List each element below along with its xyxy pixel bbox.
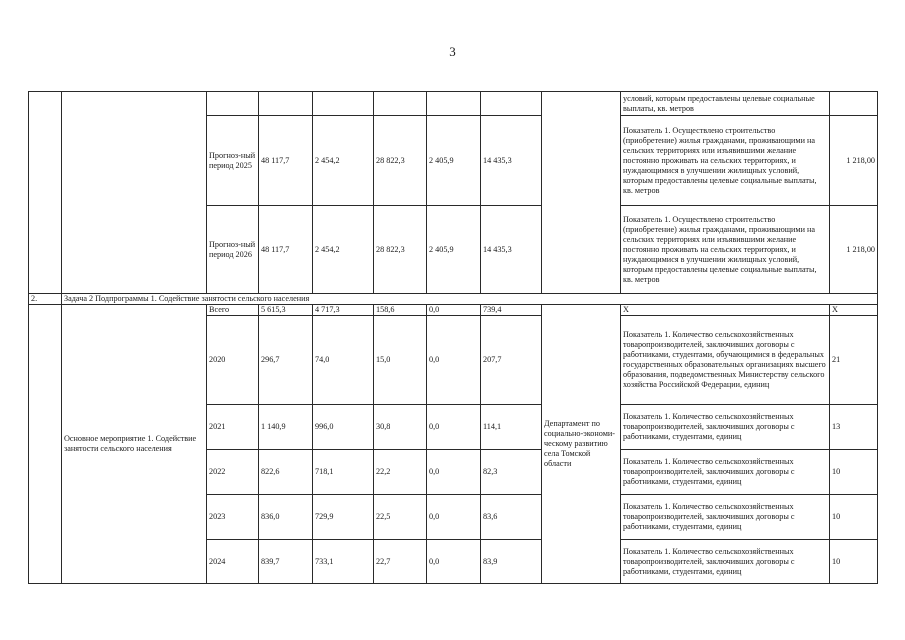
value-cell: 739,4 xyxy=(481,305,542,316)
period-cell: Прогноз-ный период 2025 xyxy=(207,116,259,206)
value-cell: 114,1 xyxy=(481,405,542,450)
indicator-cell: Показатель 1. Количество сельскохозяйственных товаропроизводителей, заключивших договоры с работниками, студентами, обучающимися в федеральных государственных образовательных организациях высшего образования, подведомственных Министерству сельского хозяйства Российской Федерации, единиц xyxy=(621,316,830,405)
value-cell: 15,0 xyxy=(374,316,427,405)
indicator-cell: условий, которым предоставлены целевые социальные выплаты, кв. метров xyxy=(621,92,830,116)
value-cell: 4 717,3 xyxy=(313,305,374,316)
number-cell-empty xyxy=(29,92,62,294)
period-cell: 2020 xyxy=(207,316,259,405)
value-cell xyxy=(374,92,427,116)
period-cell: 2021 xyxy=(207,405,259,450)
target-cell: 21 xyxy=(830,316,878,405)
value-cell: 22,2 xyxy=(374,450,427,495)
value-cell: 14 435,3 xyxy=(481,206,542,294)
value-cell: 48 117,7 xyxy=(259,116,313,206)
value-cell: 28 822,3 xyxy=(374,116,427,206)
target-cell: 10 xyxy=(830,495,878,540)
indicator-cell: Показатель 1. Осуществлено строительство (приобретение) жилья гражданами, проживающими на сельских территориях или изъявившими желание постоянно проживать на сельских территориях, и нуждающимися в улучшении жилищных условий, которым предоставлены целевые социальные выплаты, кв. метров xyxy=(621,116,830,206)
value-cell: 996,0 xyxy=(313,405,374,450)
value-cell: 5 615,3 xyxy=(259,305,313,316)
value-cell: 0,0 xyxy=(427,540,481,584)
value-cell: 822,6 xyxy=(259,450,313,495)
value-cell: 0,0 xyxy=(427,450,481,495)
indicator-cell: Х xyxy=(621,305,830,316)
value-cell: 14 435,3 xyxy=(481,116,542,206)
task-number: 2. xyxy=(29,294,62,305)
period-cell: 2024 xyxy=(207,540,259,584)
value-cell: 83,6 xyxy=(481,495,542,540)
value-cell xyxy=(259,92,313,116)
task-title: Задача 2 Подпрограммы 1. Содействие занятости сельского населения xyxy=(62,294,878,305)
indicator-cell: Показатель 1. Количество сельскохозяйственных товаропроизводителей, заключивших договоры с работниками, студентами, единиц xyxy=(621,450,830,495)
value-cell: 48 117,7 xyxy=(259,206,313,294)
number-cell-empty xyxy=(29,305,62,584)
target-cell: 10 xyxy=(830,450,878,495)
value-cell: 0,0 xyxy=(427,316,481,405)
value-cell: 30,8 xyxy=(374,405,427,450)
table-row xyxy=(29,92,878,116)
target-cell: 13 xyxy=(830,405,878,450)
value-cell: 839,7 xyxy=(259,540,313,584)
indicator-cell: Показатель 1. Осуществлено строительство (приобретение) жилья гражданами, проживающими на сельских территориях или изъявившими желание постоянно проживать на сельских территориях, и нуждающимися в улучшении жилищных условий, которым предоставлены целевые социальные выплаты, кв. метров xyxy=(621,206,830,294)
value-cell: 2 405,9 xyxy=(427,206,481,294)
value-cell: 2 454,2 xyxy=(313,116,374,206)
target-cell: Х xyxy=(830,305,878,316)
value-cell: 733,1 xyxy=(313,540,374,584)
value-cell: 0,0 xyxy=(427,305,481,316)
value-cell: 22,7 xyxy=(374,540,427,584)
value-cell: 0,0 xyxy=(427,495,481,540)
value-cell: 82,3 xyxy=(481,450,542,495)
value-cell xyxy=(427,92,481,116)
activity-name: Основное мероприятие 1. Содействие занятости сельского населения xyxy=(62,305,207,584)
value-cell xyxy=(481,92,542,116)
task-row xyxy=(29,294,878,305)
value-cell: 207,7 xyxy=(481,316,542,405)
table-row xyxy=(29,305,878,316)
indicator-cell: Показатель 1. Количество сельскохозяйственных товаропроизводителей, заключивших договоры с работниками, студентами, единиц xyxy=(621,540,830,584)
value-cell: 2 454,2 xyxy=(313,206,374,294)
target-cell: 10 xyxy=(830,540,878,584)
value-cell: 296,7 xyxy=(259,316,313,405)
period-cell: 2023 xyxy=(207,495,259,540)
responsible-cell-empty xyxy=(542,92,621,294)
value-cell: 83,9 xyxy=(481,540,542,584)
period-cell xyxy=(207,92,259,116)
indicator-cell: Показатель 1. Количество сельскохозяйственных товаропроизводителей, заключивших договоры с работниками, студентами, единиц xyxy=(621,495,830,540)
page-number: 3 xyxy=(449,44,456,59)
responsible-cell: Департамент по социально-экономи-ческому развитию села Томской области xyxy=(542,305,621,584)
value-cell: 729,9 xyxy=(313,495,374,540)
target-cell: 1 218,00 xyxy=(830,116,878,206)
value-cell: 158,6 xyxy=(374,305,427,316)
value-cell: 2 405,9 xyxy=(427,116,481,206)
value-cell: 74,0 xyxy=(313,316,374,405)
value-cell: 718,1 xyxy=(313,450,374,495)
target-cell xyxy=(830,92,878,116)
period-cell: Всего xyxy=(207,305,259,316)
value-cell xyxy=(313,92,374,116)
value-cell: 836,0 xyxy=(259,495,313,540)
program-table xyxy=(28,91,878,584)
period-cell: Прогноз-ный период 2026 xyxy=(207,206,259,294)
value-cell: 28 822,3 xyxy=(374,206,427,294)
value-cell: 22,5 xyxy=(374,495,427,540)
value-cell: 1 140,9 xyxy=(259,405,313,450)
activity-cell-empty xyxy=(62,92,207,294)
value-cell: 0,0 xyxy=(427,405,481,450)
period-cell: 2022 xyxy=(207,450,259,495)
target-cell: 1 218,00 xyxy=(830,206,878,294)
indicator-cell: Показатель 1. Количество сельскохозяйственных товаропроизводителей, заключивших договоры с работниками, студентами, единиц xyxy=(621,405,830,450)
